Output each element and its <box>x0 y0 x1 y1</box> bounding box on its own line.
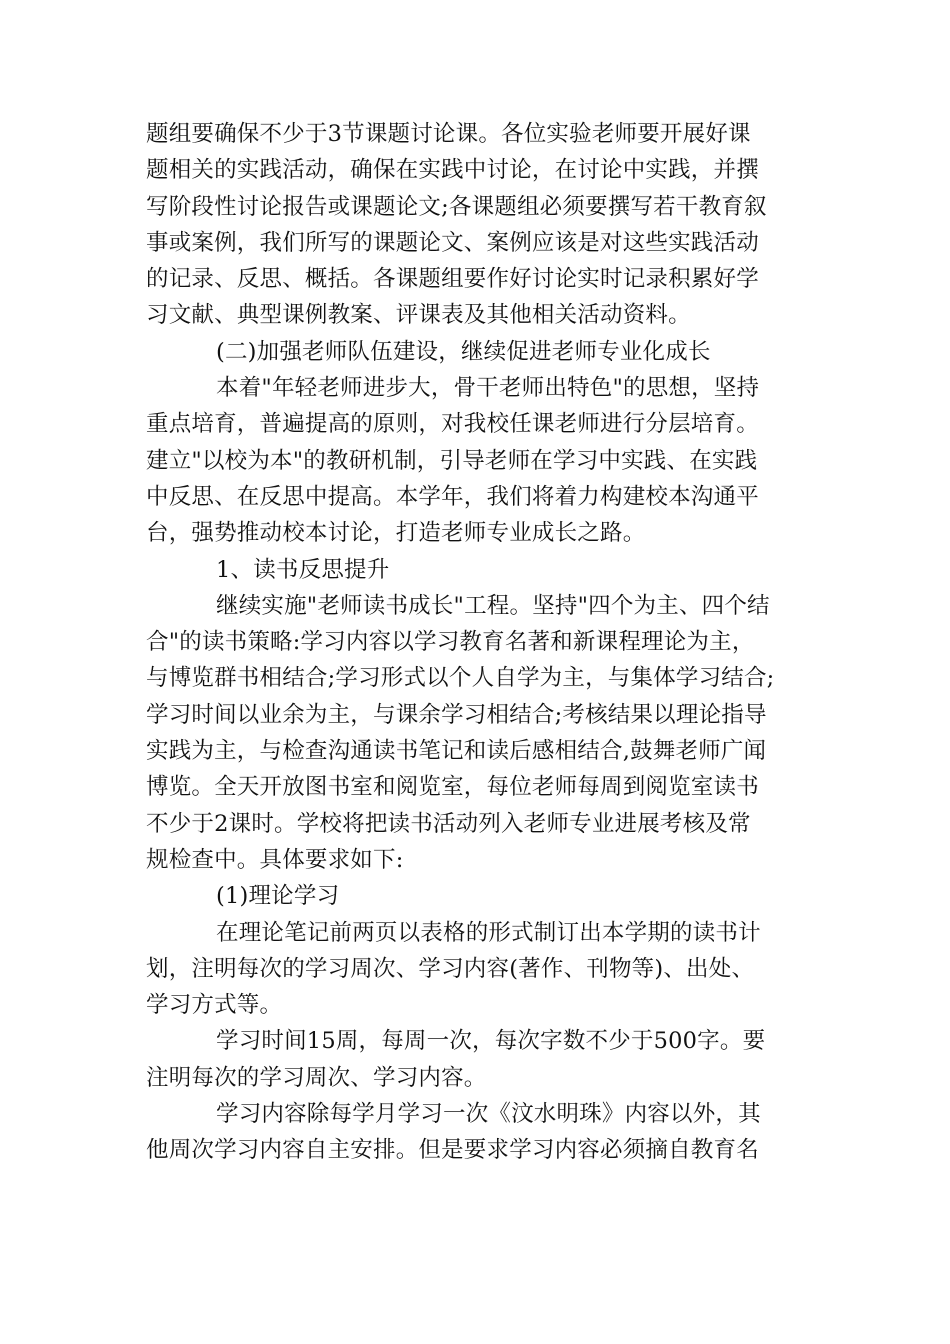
text-line: 重点培育，普遍提高的原则，对我校任课老师进行分层培育。 <box>146 411 759 438</box>
text-line: 的记录、反思、概括。各课题组要作好讨论实时记录积累好学 <box>146 266 759 293</box>
text-line: 题相关的实践活动，确保在实践中讨论，在讨论中实践，并撰 <box>146 157 759 184</box>
text-line: 学习时间以业余为主，与课余学习相结合;考核结果以理论指导 <box>146 701 767 728</box>
text-line: 1、读书反思提升 <box>216 556 390 583</box>
text-line: (1)理论学习 <box>216 883 340 910</box>
text-line: 习文献、典型课例教案、评课表及其他相关活动资料。 <box>146 302 691 329</box>
text-line: 写阶段性讨论报告或课题论文;各课题组必须要撰写若干教育叙 <box>146 193 767 220</box>
text-line: 学习时间15周，每周一次，每次字数不少于500字。要 <box>216 1028 766 1055</box>
text-line: 继续实施"老师读书成长"工程。坚持"四个为主、四个结 <box>216 592 770 619</box>
text-line: 实践为主，与检查沟通读书笔记和读后感相结合,鼓舞老师广闻 <box>146 738 767 765</box>
text-line: 博览。全天开放图书室和阅览室，每位老师每周到阅览室读书 <box>146 774 759 801</box>
text-line: 他周次学习内容自主安排。但是要求学习内容必须摘自教育名 <box>146 1137 759 1164</box>
text-line: (二)加强老师队伍建设，继续促进老师专业化成长 <box>216 338 711 365</box>
text-line: 题组要确保不少于3节课题讨论课。各位实验老师要开展好课 <box>146 121 751 147</box>
text-line: 建立"以校为本"的教研机制，引导老师在学习中实践、在实践 <box>146 447 758 474</box>
document-body <box>146 116 806 1169</box>
text-line: 注明每次的学习周次、学习内容。 <box>146 1064 487 1091</box>
text-line: 合"的读书策略:学习内容以学习教育名著和新课程理论为主， <box>146 629 755 656</box>
text-line: 本着"年轻老师进步大，骨干老师出特色"的思想，坚持 <box>216 375 760 402</box>
text-line: 事或案例，我们所写的课题论文、案例应该是对这些实践活动 <box>146 229 759 256</box>
text-line: 台，强势推动校本讨论，打造老师专业成长之路。 <box>146 520 646 547</box>
text-line: 在理论笔记前两页以表格的形式制订出本学期的读书计 <box>216 919 761 946</box>
text-line: 与博览群书相结合;学习形式以个人自学为主，与集体学习结合; <box>146 665 775 692</box>
text-line: 规检查中。具体要求如下: <box>146 846 404 873</box>
text-line: 学习内容除每学月学习一次《汶水明珠》内容以外，其 <box>216 1101 761 1128</box>
text-line: 不少于2课时。学校将把读书活动列入老师专业进展考核及常 <box>146 810 751 837</box>
text-line: 划，注明每次的学习周次、学习内容(著作、刊物等)、出处、 <box>146 955 755 982</box>
text-line: 中反思、在反思中提高。本学年，我们将着力构建校本沟通平 <box>146 483 759 510</box>
text-line: 学习方式等。 <box>146 992 283 1019</box>
